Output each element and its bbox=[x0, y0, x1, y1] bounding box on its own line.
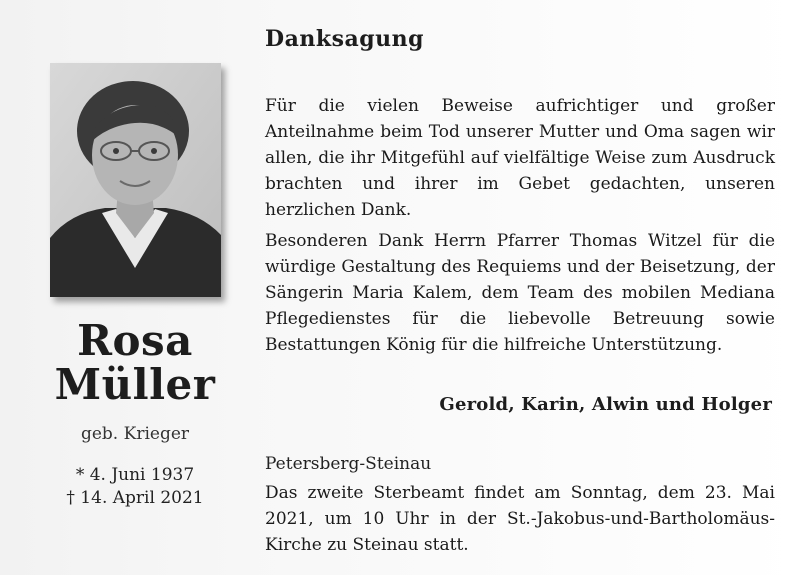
life-dates bbox=[40, 464, 230, 510]
notice-title: Danksagung bbox=[265, 26, 424, 52]
signers: Gerold, Karin, Alwin und Holger bbox=[439, 394, 772, 415]
thanks-paragraph: Für die vielen Beweise aufrichtiger und großer Anteilnahme beim Tod unserer Mutter und Oma sagen wir allen, die ihr Mitgefühl auf vielfältige Weise zum Ausdruck brachten und ihrer im Gebet gedachten, unseren herzlichen Dank. bbox=[265, 96, 775, 220]
deceased-last-name: Müller bbox=[54, 360, 216, 409]
deceased-info bbox=[40, 316, 230, 510]
special-thanks-paragraph: Besonderen Dank Herrn Pfarrer Thomas Witzel für die würdige Gestaltung des Requiems und der Beisetzung, der Sängerin Maria Kalem, dem Team des mobilen Mediana Pflegedienstes für die liebevolle Betreuung sowie Bestattungen König für die hilfreiche Unterstützung. bbox=[265, 231, 775, 355]
deceased-first-name: Rosa bbox=[77, 316, 193, 365]
portrait-photo-icon bbox=[50, 63, 221, 297]
birth-date: * 4. Juni 1937 bbox=[75, 465, 195, 485]
service-paragraph: Das zweite Sterbeamt findet am Sonntag, dem 23. Mai 2021, um 10 Uhr in der St.-Jakobus-und-Bartholomäus-Kirche zu Steinau statt. bbox=[265, 483, 775, 555]
death-date: † 14. April 2021 bbox=[66, 488, 204, 508]
birth-name: geb. Krieger bbox=[80, 424, 190, 444]
location: Petersberg-Steinau bbox=[265, 454, 432, 474]
portrait-photo bbox=[50, 63, 221, 297]
